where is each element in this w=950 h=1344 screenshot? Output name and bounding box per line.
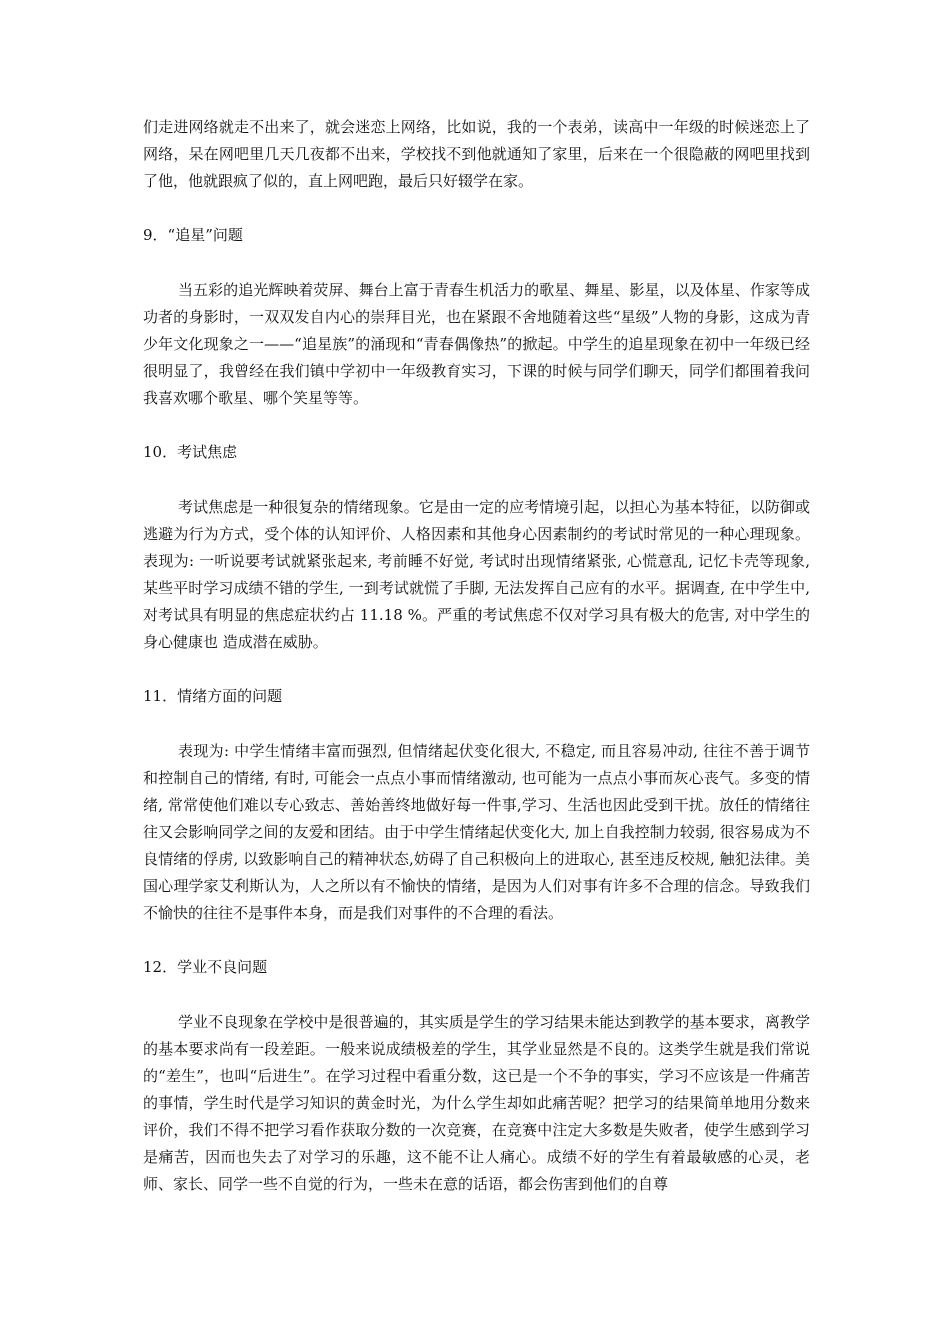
paragraph-star-chasing: 当五彩的追光辉映着荧屏、舞台上富于青春生机活力的歌星、舞星、影星，以及体星、作家等成功者的身影时，一双双发自内心的崇拜目光，也在紧跟不舍地随着这些“星级”人物的身影，这成为青少年文化现象之一——“追星族”的涌现和“青春偶像热”的掀起。中学生的追星现象在初中一年级已经很明显了，我曾经在我们镇中学初中一年级教育实习，下课的时候与同学们聊天，同学们都围着我问我喜欢哪个歌星、哪个笑星等等。 <box>143 281 810 407</box>
paragraph-emotional-problems: 表现为: 中学生情绪丰富而强烈, 但情绪起伏变化很大, 不稳定, 而且容易冲动, 往往不善于调节和控制自己的情绪, 有时, 可能会一点点小事而情绪激动, 也可能为一点点小事而灰心丧气。多变的情绪, 常常使他们难以专心致志、善始善终地做好每一件事,学习、生活也因此受到干扰。放任的情绪往往又会影响同学之间的友爱和团结。由于中学生情绪起伏变化大, 加上自我控制力较弱, 很容易成为不良情绪的俘虏, 以致影响自己的精神状态,妨碍了自己积极向上的进取心, 甚至违反校规, 触犯法律。美国心理学家艾利斯认为，人之所以有不愉快的情绪，是因为人们对事有许多不合理的信念。导致我们不愉快的往往不是事件本身，而是我们对事件的不合理的看法。 <box>143 742 810 922</box>
heading-academic-underachievement: 12．学业不良问题 <box>143 958 268 976</box>
heading-emotional-problems: 11．情绪方面的问题 <box>143 687 283 705</box>
paragraph-internet-addiction-continued: 们走进网络就走不出来了，就会迷恋上网络，比如说，我的一个表弟，读高中一年级的时候迷恋上了网络，呆在网吧里几天几夜都不出来，学校找不到他就通知了家里，后来在一个很隐蔽的网吧里找到了他，他就跟疯了似的，直上网吧跑，最后只好辍学在家。 <box>143 118 810 190</box>
heading-star-chasing: 9．“追星”问题 <box>143 226 243 244</box>
paragraph-exam-anxiety: 考试焦虑是一种很复杂的情绪现象。它是由一定的应考情境引起，以担心为基本特征，以防御或逃避为行为方式，受个体的认知评价、人格因素和其他身心因素制约的考试时常见的一种心理现象。表现为: 一听说要考试就紧张起来, 考前睡不好觉, 考试时出现情绪紧张, 心慌意乱, 记忆卡壳等现象, 某些平时学习成绩不错的学生, 一到考试就慌了手脚, 无法发挥自己应有的水平。据调查, 在中学生中,对考试具有明显的焦虑症状约占 11.18 %。严重的考试焦虑不仅对学习具有极大的危害, 对中学生的身心健康也 造成潜在威胁。 <box>143 498 810 651</box>
heading-exam-anxiety: 10．考试焦虑 <box>143 443 238 461</box>
paragraph-academic-underachievement: 学业不良现象在学校中是很普遍的，其实质是学生的学习结果未能达到教学的基本要求，离教学的基本要求尚有一段差距。一般来说成绩极差的学生，其学业显然是不良的。这类学生就是我们常说的“差生”，也叫“后进生”。在学习过程中看重分数，这已是一个不争的事实，学习不应该是一件痛苦的事情，学生时代是学习知识的黄金时光，为什么学生却如此痛苦呢？把学习的结果简单地用分数来评价，我们不得不把学习看作获取分数的一次竞赛，在竞赛中注定大多数是失败者，使学生感到学习是痛苦，因而也失去了对学习的乐趣，这不能不让人痛心。成绩不好的学生有着最敏感的心灵，老师、家长、同学一些不自觉的行为，一些未在意的话语，都会伤害到他们的自尊 <box>143 1013 810 1193</box>
